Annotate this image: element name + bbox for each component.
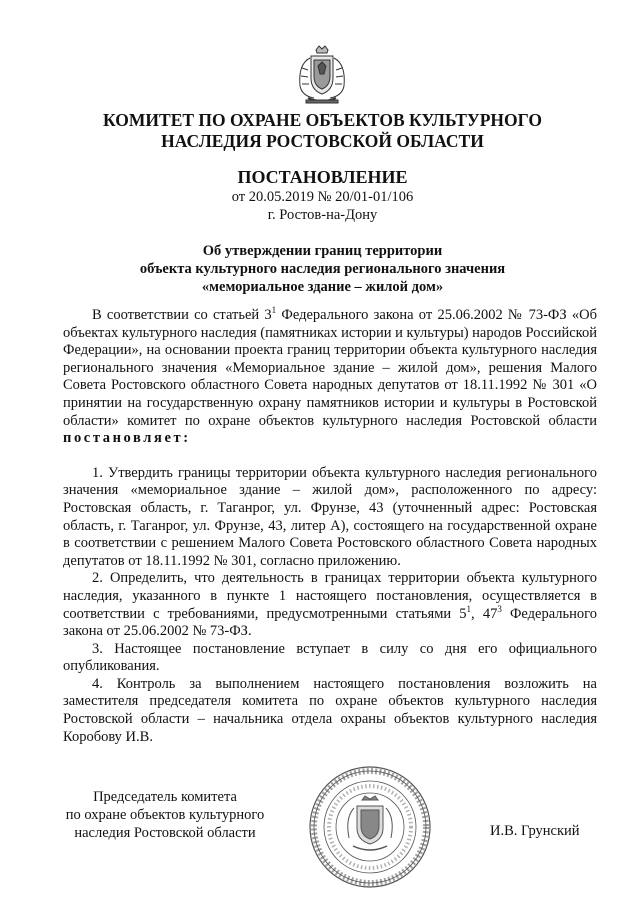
preamble-text-b: Федерального закона от 25.06.2002 № 73-ФЗ «Об объектах культурного наследия (памятниках истории и культуры) народов Российской Федерации», на основании проекта границ территории объекта культурного наследия регионального значения «Мемориальное здание – жилой дом», решения Малого Совета Ростовского областного Совета народных депутатов от 18.11.1992 № 301 «О принятии на государственную охрану памятников истории и культуры в Ростовской области» комитет по охране объектов культурного наследия Ростовской области bbox=[63, 307, 597, 429]
official-seal-icon bbox=[307, 762, 433, 892]
preamble-superscript: 1 bbox=[271, 305, 277, 316]
clause-2-superscript-1: 1 bbox=[466, 603, 472, 614]
organization-name-line2: НАСЛЕДИЯ РОСТОВСКОЙ ОБЛАСТИ bbox=[161, 131, 484, 151]
document-city: г. Ростов-на-Дону bbox=[267, 207, 378, 223]
subject-line2: объекта культурного наследия регионального значения bbox=[139, 261, 506, 277]
organization-name-line1: КОМИТЕТ ПО ОХРАНЕ ОБЪЕКТОВ КУЛЬТУРНОГО bbox=[103, 110, 542, 130]
clause-1: 1. Утвердить границы территории объекта культурного наследия регионального значения «мемориальное здание – жилой дом», расположенного по адресу: Ростовская область, г. Таганрог, ул. Фрунзе, 43 (уточненный адрес: Ростовская область, г. Таганрог, ул. Фрунзе, 43, литер А), состоящего на государственной охране в соответствии с решением Малого Совета Ростовского областного Совета народных депутатов от 18.11.1992 № 301, согласно приложению. bbox=[63, 464, 597, 569]
signatory-title-line1: Председатель комитета bbox=[93, 789, 237, 805]
clause-4: 4. Контроль за выполнением настоящего постановления возложить на заместителя председателя комитета по охране объектов культурного наследия Ростовской области – начальника отдела охраны объектов культурного наследия Коробову И.В. bbox=[63, 675, 597, 745]
signatory-title bbox=[60, 788, 270, 842]
signatory-title-line2: по охране объектов культурного bbox=[65, 807, 265, 823]
document-body bbox=[63, 307, 597, 746]
subject-line3: «мемориальное здание – жилой дом» bbox=[201, 279, 444, 295]
document-type: ПОСТАНОВЛЕНИЕ bbox=[237, 167, 408, 187]
clause-2-text-c: Федерального закона от 25.06.2002 № 73-ФЗ. bbox=[63, 605, 597, 640]
organization-name bbox=[60, 110, 585, 152]
clause-2-text-a: 2. Определить, что деятельность в границах территории объекта культурного наследия, указанного в пункте 1 настоящего постановления, осуществляется в соответствии с требованиями, предусмотренными статьями 5 bbox=[63, 570, 597, 622]
coat-of-arms-icon bbox=[294, 44, 350, 106]
subject-line1: Об утверждении границ территории bbox=[202, 243, 443, 259]
document-date-number: от 20.05.2019 № 20/01-01/106 bbox=[231, 189, 414, 205]
clause-2-text-b: , 47 bbox=[471, 605, 498, 622]
clause-2-superscript-2: 3 bbox=[497, 603, 502, 614]
decree-word: постановляет: bbox=[63, 430, 191, 447]
preamble-paragraph bbox=[63, 307, 597, 448]
signatory-name: И.В. Грунский bbox=[490, 823, 580, 839]
clause-3: 3. Настоящее постановление вступает в силу со дня его официального опубликования. bbox=[63, 640, 597, 675]
document-subject bbox=[60, 242, 585, 296]
signatory-title-line3: наследия Ростовской области bbox=[74, 825, 256, 841]
preamble-text-a: В соответствии со статьей 3 bbox=[92, 307, 272, 323]
clause-2 bbox=[63, 570, 597, 640]
